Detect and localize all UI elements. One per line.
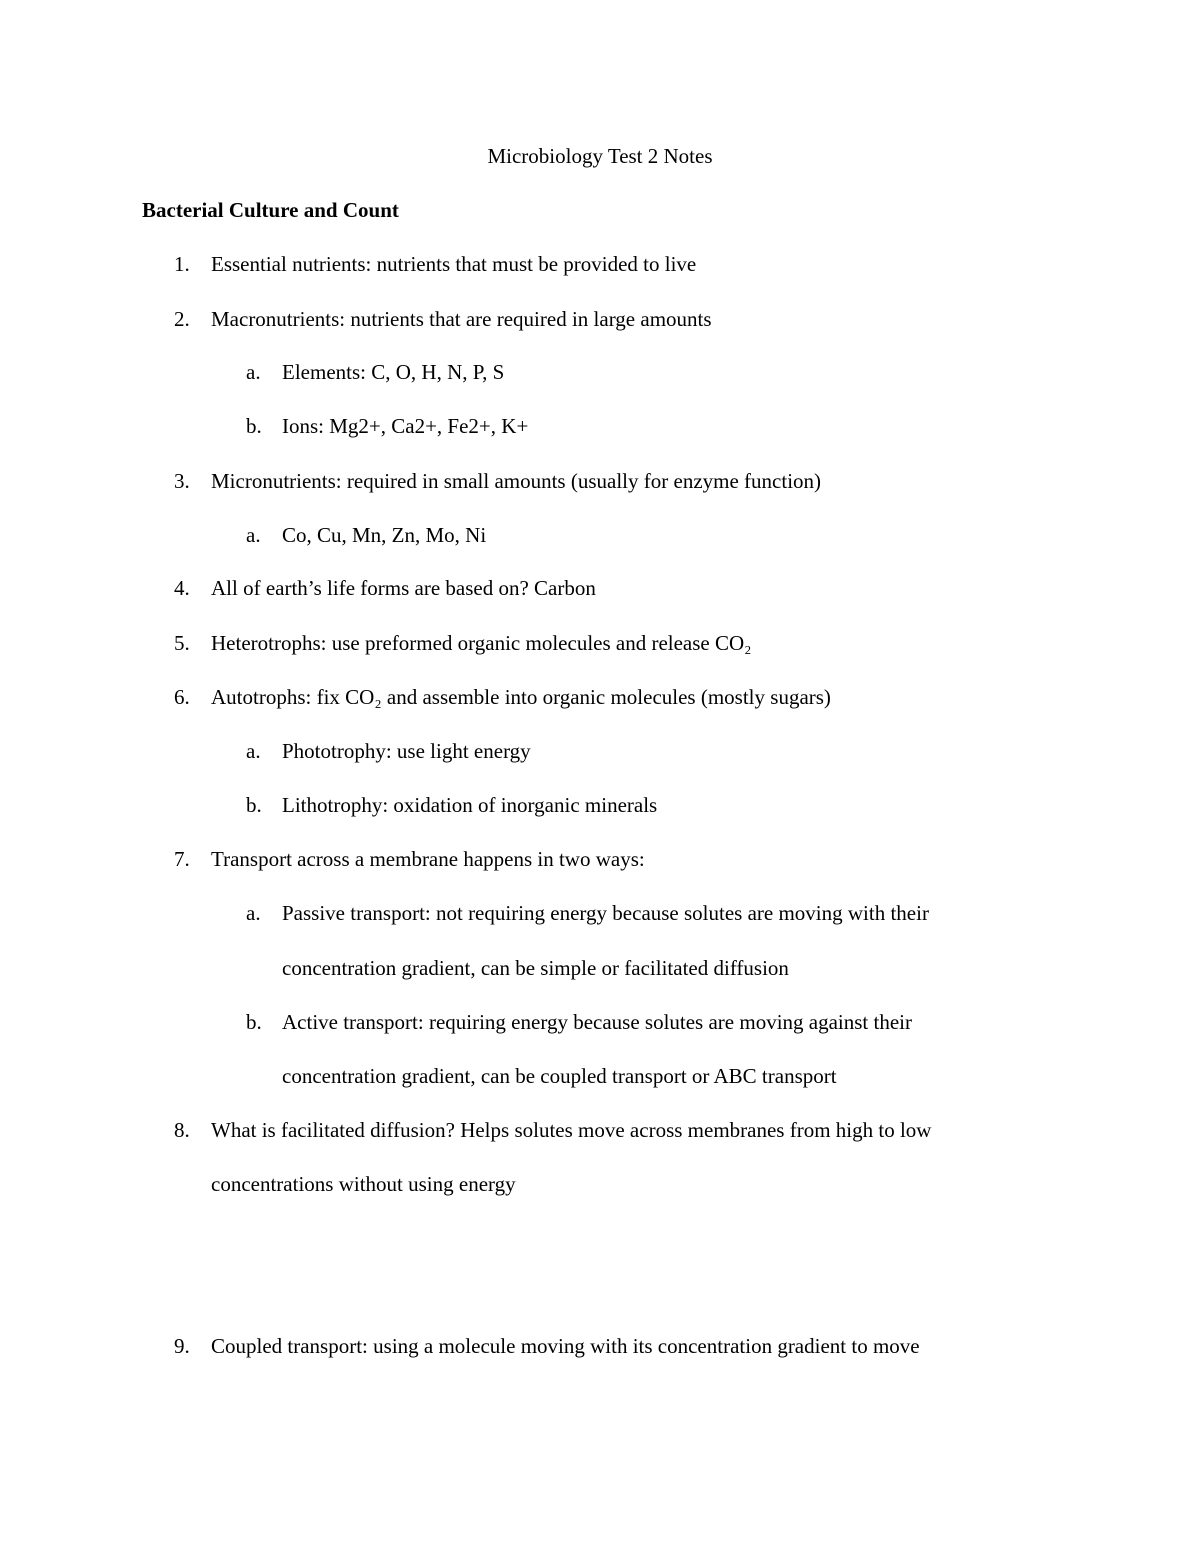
list-number: 6.: [174, 685, 190, 709]
sub-list-letter: b.: [246, 414, 262, 438]
list-text: All of earth’s life forms are based on? Carbon: [211, 576, 596, 600]
list-text: Macronutrients: nutrients that are required in large amounts: [211, 307, 712, 331]
list-text: Micronutrients: required in small amounts (usually for enzyme function): [211, 469, 822, 493]
sub-list-text: Ions: Mg2+, Ca2+, Fe2+, K+: [282, 414, 529, 438]
sub-list-letter: b.: [246, 1010, 262, 1034]
sub-list-letter: a.: [246, 523, 261, 547]
sub-list-text: concentration gradient, can be simple or facilitated diffusion: [282, 956, 789, 980]
sub-list-text: Passive transport: not requiring energy because solutes are moving with their: [282, 901, 929, 925]
sub-list-text: concentration gradient, can be coupled transport or ABC transport: [282, 1064, 837, 1088]
list-number: 2.: [174, 307, 190, 331]
list-number: 4.: [174, 576, 190, 600]
section-heading: Bacterial Culture and Count: [142, 198, 399, 222]
sub-list-text: Lithotrophy: oxidation of inorganic minerals: [282, 793, 658, 817]
list-text: What is facilitated diffusion? Helps solutes move across membranes from high to low: [211, 1118, 932, 1142]
document-title: Microbiology Test 2 Notes: [487, 144, 713, 168]
sub-list-text: Active transport: requiring energy because solutes are moving against their: [282, 1010, 912, 1034]
list-text: Autotrophs: fix CO₂ and assemble into organic molecules (mostly sugars): [211, 685, 831, 709]
sub-list-letter: a.: [246, 360, 261, 384]
list-number: 7.: [174, 847, 190, 871]
list-text: Coupled transport: using a molecule moving with its concentration gradient to move: [211, 1334, 920, 1358]
list-number: 8.: [174, 1118, 190, 1142]
sub-list-letter: a.: [246, 901, 261, 925]
list-text: Transport across a membrane happens in two ways:: [211, 847, 645, 871]
sub-list-text: Phototrophy: use light energy: [282, 739, 531, 763]
list-number: 3.: [174, 469, 190, 493]
list-number: 1.: [174, 252, 190, 276]
list-number: 9.: [174, 1334, 190, 1358]
list-text: Essential nutrients: nutrients that must be provided to live: [211, 252, 697, 276]
list-number: 5.: [174, 631, 190, 655]
sub-list-text: Elements: C, O, H, N, P, S: [282, 360, 505, 384]
list-text: concentrations without using energy: [211, 1172, 516, 1196]
sub-list-letter: a.: [246, 739, 261, 763]
sub-list-letter: b.: [246, 793, 262, 817]
list-text: Heterotrophs: use preformed organic molecules and release CO₂: [211, 631, 752, 655]
sub-list-text: Co, Cu, Mn, Zn, Mo, Ni: [282, 523, 487, 547]
